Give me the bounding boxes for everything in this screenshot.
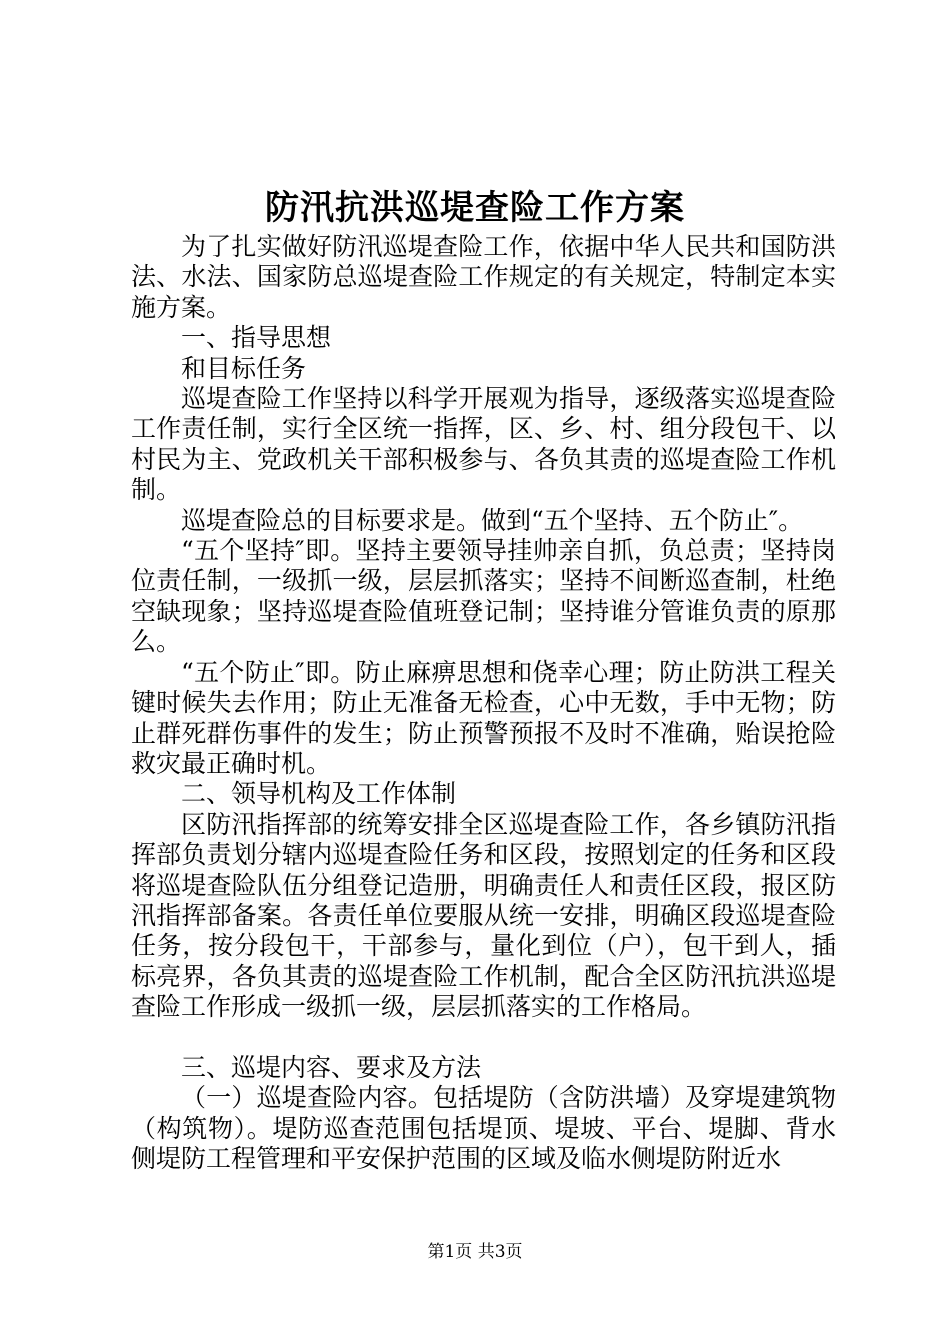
section-heading-3: 三、巡堤内容、要求及方法 [181, 1052, 482, 1082]
paragraph-goal: 巡堤查险总的目标要求是。做到“五个坚持、五个防止″。 [181, 505, 804, 535]
paragraph-five-persist: “五个坚持″即。坚持主要领导挂帅亲自抓，负总责；坚持岗位责任制，一级抓一级，层层抓落实；坚持不间断巡查制，杜绝空缺现象；坚持巡堤查险值班登记制；坚持谁分管谁负责的原那么。 [131, 536, 836, 657]
paragraph-intro: 为了扎实做好防汛巡堤查险工作，依据中华人民共和国防洪法、水法、国家防总巡堤查险工作规定的有关规定，特制定本实施方案。 [131, 232, 836, 322]
paragraph-five-prevent: “五个防止″即。防止麻痹思想和侥幸心理；防止防洪工程关键时候失去作用；防止无准备无检查，心中无数，手中无物；防止群死群伤事件的发生；防止预警预报不及时不准确，贻误抢险救灾最正确时机。 [131, 657, 836, 778]
section-heading-1: 一、指导思想 [181, 323, 332, 353]
document-body [131, 232, 836, 1175]
section-heading-2: 二、领导机构及工作体制 [181, 779, 457, 809]
page-footer: 第1页 共3页 [427, 1242, 523, 1262]
paragraph-guiding: 巡堤查险工作坚持以科学开展观为指导，逐级落实巡堤查险工作责任制，实行全区统一指挥，区、乡、村、组分段包干、以村民为主、党政机关干部积极参与、各负其责的巡堤查险工作机制。 [131, 384, 836, 505]
paragraph-gap [131, 1023, 836, 1053]
paragraph-leadership: 区防汛指挥部的统筹安排全区巡堤查险工作，各乡镇防汛指挥部负责划分辖内巡堤查险任务和区段，按照划定的任务和区段将巡堤查险队伍分组登记造册，明确责任人和责任区段，报区防汛指挥部备案。各责任单位要服从统一安排，明确区段巡堤查险任务，按分段包干，干部参与，量化到位（户），包干到人，插标亮界，各负其责的巡堤查险工作机制，配合全区防汛抗洪巡堤查险工作形成一级抓一级，层层抓落实的工作格局。 [131, 809, 836, 1022]
section-heading-1-cont: 和目标任务 [181, 353, 307, 383]
document-title: 防汛抗洪巡堤查险工作方案 [265, 188, 685, 228]
paragraph-inspection-content: （一）巡堤查险内容。包括堤防（含防洪墙）及穿堤建筑物（构筑物）。堤防巡查范围包括堤顶、堤坡、平台、堤脚、背水侧堤防工程管理和平安保护范围的区域及临水侧堤防附近水 [131, 1083, 836, 1174]
